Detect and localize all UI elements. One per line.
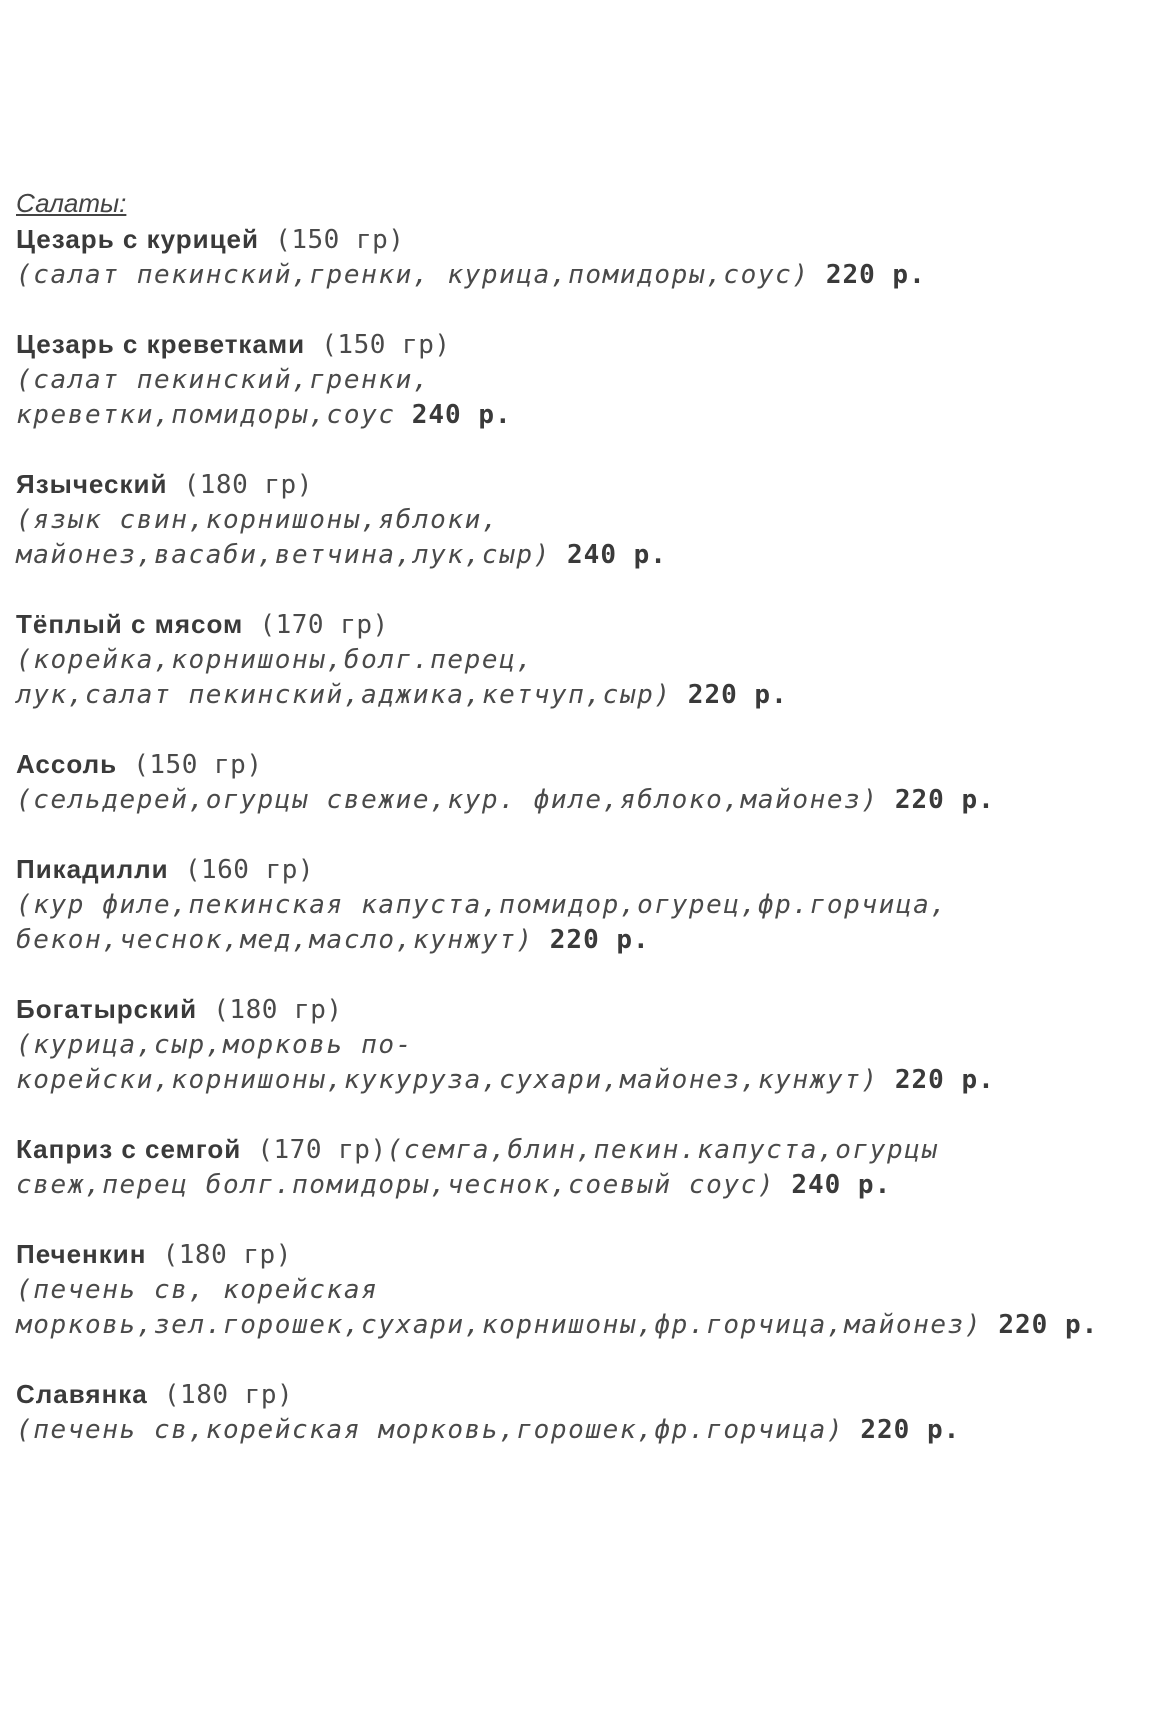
menu-item-weight: (150 гр) xyxy=(133,750,263,780)
menu-item-header xyxy=(16,327,1156,363)
menu-item-description: (печень св,корейская морковь,горошек,фр.горчица) xyxy=(16,1415,845,1445)
menu-item-description: (салат пекинский,гренки, xyxy=(16,365,431,395)
menu-item-price: 220 р. xyxy=(825,260,926,290)
menu-item xyxy=(16,1132,1156,1203)
menu-item-name: Каприз с семгой xyxy=(16,1134,242,1164)
menu-item-header xyxy=(16,747,1156,783)
menu-item-weight: (180 гр) xyxy=(213,995,343,1025)
menu-item-header xyxy=(16,992,1156,1028)
menu-item-description: (сельдерей,огурцы свежие,кур. филе,яблоко,майонез) xyxy=(16,785,879,815)
menu-item-description-line xyxy=(16,923,1156,958)
menu-item-price: 220 р. xyxy=(860,1415,961,1445)
menu-item-header xyxy=(16,1237,1156,1273)
menu-item-name: Языческий xyxy=(16,469,168,499)
menu-item-weight: (160 гр) xyxy=(184,855,315,885)
menu-item-description-line xyxy=(16,1273,1156,1308)
menu-item-header xyxy=(16,467,1156,503)
menu-item-price: 240 р. xyxy=(411,400,512,430)
menu-item-price: 220 р. xyxy=(687,680,788,710)
menu-item-weight: (180 гр) xyxy=(163,1380,294,1410)
menu-item-name: Печенкин xyxy=(16,1239,147,1269)
menu-item-description-line xyxy=(16,1308,1156,1343)
menu-item-description: (печень св, корейская xyxy=(16,1275,379,1305)
menu-item-name: Ассоль xyxy=(16,749,118,779)
menu-item-description-line xyxy=(16,643,1156,678)
menu-item-weight: (170 гр) xyxy=(257,1135,387,1165)
menu-item-description-line xyxy=(16,783,1156,818)
menu-item-weight: (150 гр) xyxy=(275,225,405,255)
menu-item-list xyxy=(16,222,1156,1448)
menu-item xyxy=(16,607,1156,713)
menu-item-description: майонез,васаби,ветчина,лук,сыр) xyxy=(16,540,551,570)
menu-item-description-line xyxy=(16,1063,1156,1098)
menu-item-description: (корейка,корнишоны,болг.перец, xyxy=(16,645,534,675)
menu-item-name: Славянка xyxy=(16,1379,148,1409)
menu-item-price: 220 р. xyxy=(894,785,995,815)
menu-document xyxy=(16,186,1156,1482)
menu-item-description: (семга,блин,пекин.капуста,огурцы xyxy=(386,1135,939,1165)
menu-item-description: креветки,помидоры,соус xyxy=(16,400,396,430)
menu-item-description: бекон,чеснок,мед,масло,кунжут) xyxy=(16,925,534,955)
menu-item-description: лук,салат пекинский,аджика,кетчуп,сыр) xyxy=(16,680,672,710)
menu-item xyxy=(16,747,1156,818)
menu-item-weight: (180 гр) xyxy=(183,470,313,500)
menu-item-description-line xyxy=(16,678,1156,713)
menu-item xyxy=(16,467,1156,573)
menu-item-description-line xyxy=(16,1168,1156,1203)
menu-item-name: Пикадилли xyxy=(16,854,169,884)
menu-item xyxy=(16,992,1156,1098)
menu-item-header xyxy=(16,222,1156,258)
menu-item-price: 220 р. xyxy=(894,1065,995,1095)
menu-item xyxy=(16,327,1156,433)
menu-item-name: Богатырский xyxy=(16,994,198,1024)
menu-item-price: 240 р. xyxy=(567,540,667,570)
menu-item-description: корейски,корнишоны,кукуруза,сухари,майонез,кунжут) xyxy=(16,1065,879,1095)
menu-item-header xyxy=(16,852,1156,888)
menu-item-name: Цезарь с креветками xyxy=(16,329,306,359)
menu-item-description-line xyxy=(16,258,1156,293)
menu-item-weight: (170 гр) xyxy=(259,610,389,640)
menu-item-price: 240 р. xyxy=(791,1170,892,1200)
menu-item-description-line xyxy=(16,363,1156,398)
section-title: Салаты: xyxy=(16,188,127,218)
menu-item-price: 220 р. xyxy=(998,1310,1099,1340)
menu-item-weight: (180 гр) xyxy=(162,1240,292,1270)
menu-item-description-line xyxy=(16,503,1156,538)
menu-item-name: Тёплый с мясом xyxy=(16,609,244,639)
menu-item-description-line xyxy=(16,888,1156,923)
menu-item xyxy=(16,1237,1156,1343)
menu-item xyxy=(16,1377,1156,1448)
menu-item-header xyxy=(16,1377,1156,1413)
menu-item-description-line xyxy=(16,538,1156,573)
menu-item-header xyxy=(16,1132,1156,1168)
menu-item xyxy=(16,222,1156,293)
menu-item-description-line xyxy=(16,1028,1156,1063)
menu-item-description: (кур филе,пекинская капуста,помидор,огурец,фр.горчица, xyxy=(16,890,948,920)
menu-item-description: свеж,перец болг.помидоры,чеснок,соевый соус) xyxy=(16,1170,776,1200)
menu-item-description: морковь,зел.горошек,сухари,корнишоны,фр.горчица,майонез) xyxy=(16,1310,983,1340)
menu-item xyxy=(16,852,1156,958)
menu-item-description: (салат пекинский,гренки, курица,помидоры,соус) xyxy=(16,260,810,290)
menu-item-header xyxy=(16,607,1156,643)
menu-item-description-line xyxy=(16,398,1156,433)
menu-item-description: (курица,сыр,морковь по- xyxy=(16,1030,413,1060)
menu-item-description-line xyxy=(16,1413,1156,1448)
menu-item-weight: (150 гр) xyxy=(321,330,451,360)
menu-item-description: (язык свин,корнишоны,яблоки, xyxy=(16,505,500,535)
menu-item-name: Цезарь с курицей xyxy=(16,224,260,254)
menu-item-price: 220 р. xyxy=(549,925,650,955)
